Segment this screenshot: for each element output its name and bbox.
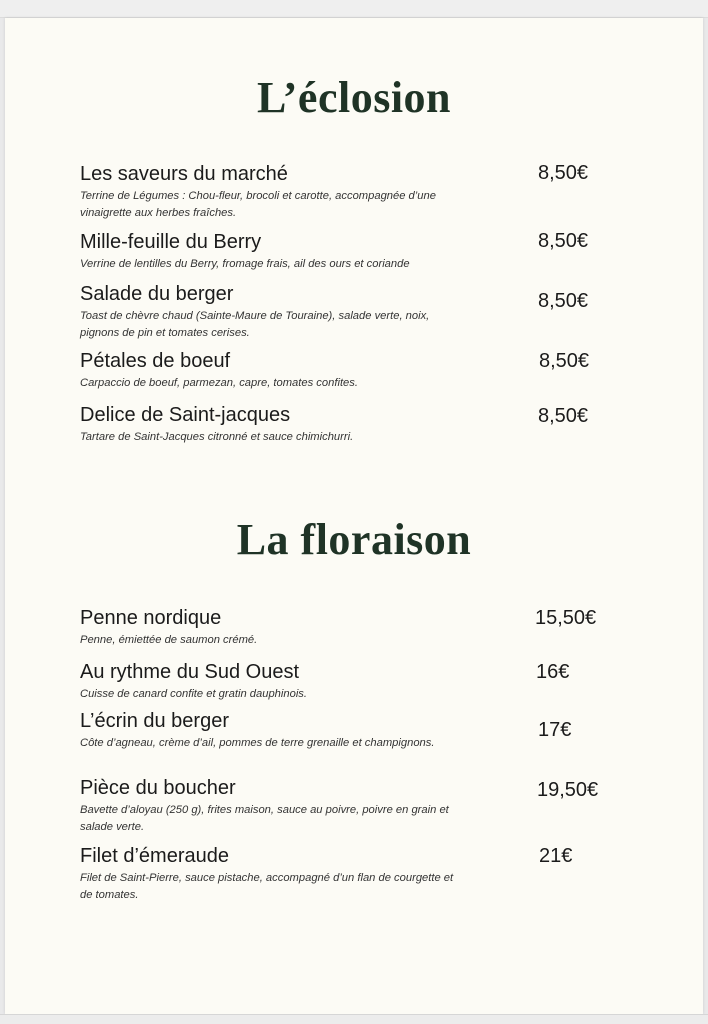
menu-item-name: Mille-feuille du Berry [80,231,262,253]
menu-item-price: 19,50€ [537,779,599,801]
menu-item-price: 8,50€ [538,162,589,184]
menu-item-price: 8,50€ [538,230,589,252]
menu-item-name: L’écrin du berger [80,710,229,732]
menu-item-name: Penne nordique [80,607,222,629]
menu-item-price: 17€ [538,719,572,741]
menu-item-description: Carpaccio de boeuf, parmezan, capre, tomates confites. [80,377,358,389]
menu-item-name: Pièce du boucher [80,777,236,799]
menu-item-description: Penne, émiettée de saumon crémé. [80,634,258,646]
menu-item-description: Côte d’agneau, crème d’ail, pommes de terre grenaille et champignons. [80,737,435,749]
menu-item-name: Pétales de boeuf [80,350,231,372]
menu-item-description: Filet de Saint-Pierre, sauce pistache, accompagné d’un flan de courgette et de tomates. [80,872,454,901]
menu-item-description: Toast de chèvre chaud (Sainte-Maure de Touraine), salade verte, noix, pignons de pin et tomates cerises. [80,310,430,339]
menu-item-description: Terrine de Légumes : Chou-fleur, brocoli et carotte, accompagnée d’une vinaigrette aux herbes fraîches. [80,190,436,219]
menu-item-description: Verrine de lentilles du Berry, fromage frais, ail des ours et coriande [80,258,410,270]
menu-item-name: Les saveurs du marché [80,163,288,185]
menu-item-name: Delice de Saint-jacques [80,404,291,426]
menu-item-description: Bavette d’aloyau (250 g), frites maison, sauce au poivre, poivre en grain et salade verte. [80,804,449,833]
previous-page-edge [0,0,708,18]
menu-item-description: Cuisse de canard confite et gratin dauphinois. [80,688,308,700]
menu-item-price: 8,50€ [538,290,589,312]
next-page-edge [0,1014,708,1024]
menu-item-price: 8,50€ [538,405,589,427]
section-title-eclosion: L’éclosion [256,73,452,122]
menu-item-price: 16€ [536,661,570,683]
menu-item-name: Filet d’émeraude [80,845,229,867]
menu-item-name: Salade du berger [80,283,234,305]
menu-item-price: 15,50€ [535,607,597,629]
menu-item-price: 8,50€ [539,350,590,372]
menu-item-price: 21€ [539,845,573,867]
section-title-floraison: La floraison [236,515,472,564]
menu-item-name: Au rythme du Sud Ouest [80,661,300,683]
menu-item-description: Tartare de Saint-Jacques citronné et sauce chimichurri. [80,431,354,443]
